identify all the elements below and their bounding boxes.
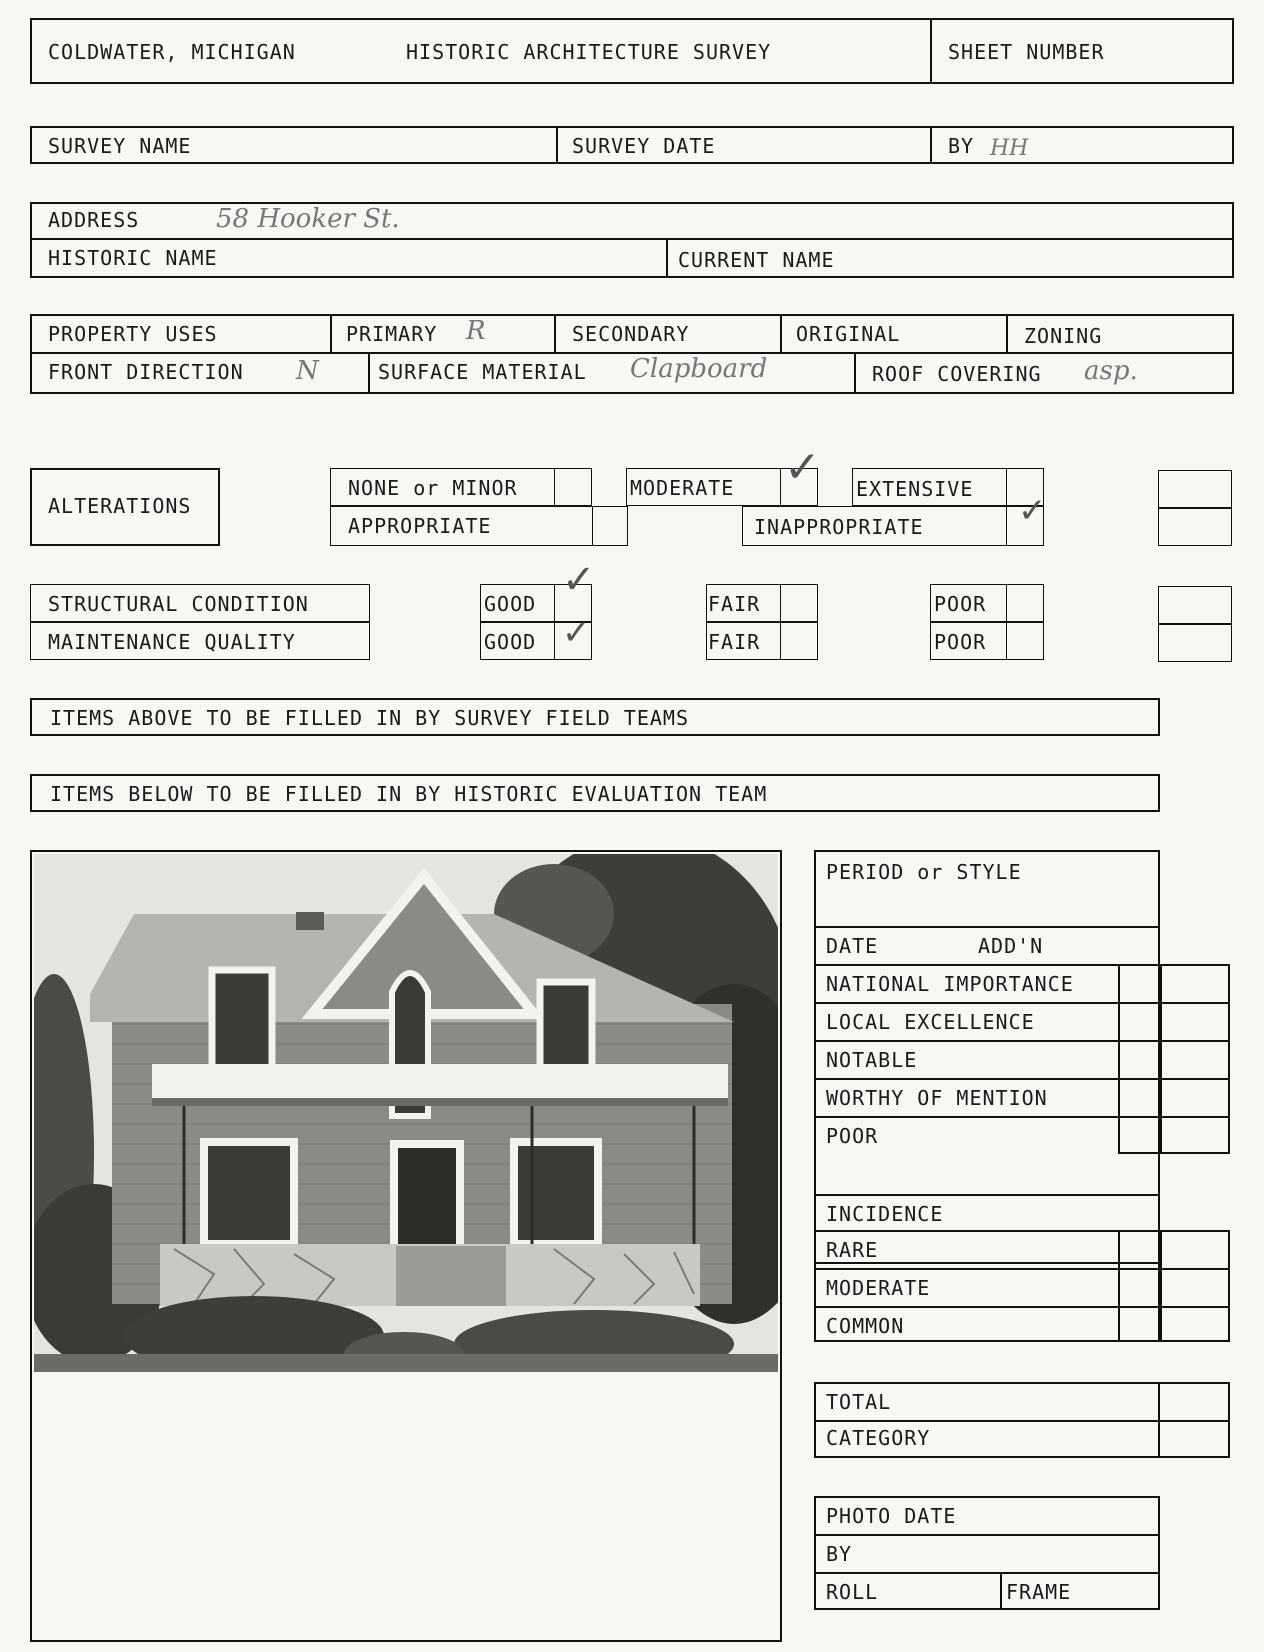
rating-national-importance: NATIONAL IMPORTANCE <box>826 972 1074 996</box>
survey-name-label: SURVEY NAME <box>48 134 192 158</box>
roof-covering-label: ROOF COVERING <box>872 362 1042 386</box>
property-div-3 <box>780 314 782 352</box>
maintenance-quality-label: MAINTENANCE QUALITY <box>48 630 296 654</box>
roof-covering-value: asp. <box>1084 356 1138 386</box>
incidence-divider-2 <box>814 1306 1230 1308</box>
survey-date-label: SURVEY DATE <box>572 134 716 158</box>
incidence-rare: RARE <box>826 1238 879 1262</box>
rating-local-excellence: LOCAL EXCELLENCE <box>826 1010 1035 1034</box>
addn-label: ADD'N <box>978 934 1044 958</box>
moderate-label: MODERATE <box>630 476 735 500</box>
none-minor-label: NONE or MINOR <box>348 476 518 500</box>
structural-poor-checkbox[interactable] <box>1006 584 1044 622</box>
property-div-1 <box>330 314 332 352</box>
property-div-6 <box>854 352 856 394</box>
maintenance-fair-checkbox[interactable] <box>780 622 818 660</box>
surface-material-value: Clapboard <box>630 354 768 384</box>
house-photo <box>34 854 778 1372</box>
maintenance-poor-checkbox[interactable] <box>1006 622 1044 660</box>
sheet-number-label: SHEET NUMBER <box>948 40 1105 64</box>
rating-notable: NOTABLE <box>826 1048 918 1072</box>
inappropriate-label: INAPPROPRIATE <box>754 515 924 539</box>
incidence-moderate: MODERATE <box>826 1276 931 1300</box>
structural-fair-label: FAIR <box>708 592 761 616</box>
structural-good-check-mark: ✓ <box>562 557 596 603</box>
structural-good-label: GOOD <box>484 592 537 616</box>
incidence-common: COMMON <box>826 1314 905 1338</box>
header-divider <box>930 18 932 84</box>
appropriate-label: APPROPRIATE <box>348 514 492 538</box>
property-uses-label: PROPERTY USES <box>48 322 218 346</box>
roll-label: ROLL <box>826 1580 879 1604</box>
roll-frame-divider <box>1000 1572 1002 1610</box>
original-label: ORIGINAL <box>796 322 901 346</box>
structural-condition-label: STRUCTURAL CONDITION <box>48 592 309 616</box>
date-label: DATE <box>826 934 879 958</box>
property-div-2 <box>554 314 556 352</box>
surface-material-label: SURFACE MATERIAL <box>378 360 587 384</box>
structural-poor-label: POOR <box>934 592 987 616</box>
incidence-divider-1 <box>814 1268 1230 1270</box>
rating-divider-1 <box>814 1002 1230 1004</box>
rating-divider-2 <box>814 1040 1230 1042</box>
total-divider <box>814 1420 1230 1422</box>
house-illustration <box>34 854 778 1372</box>
rating-worthy-of-mention: WORTHY OF MENTION <box>826 1086 1048 1110</box>
period-date-divider <box>814 926 1160 928</box>
rating-divider-3 <box>814 1078 1230 1080</box>
incidence-label: INCIDENCE <box>826 1202 944 1226</box>
appropriate-checkbox[interactable] <box>592 506 628 546</box>
survey-by-label: BY <box>948 134 975 158</box>
address-label: ADDRESS <box>48 208 140 232</box>
address-divider <box>30 238 1234 240</box>
maintenance-fair-label: FAIR <box>708 630 761 654</box>
city-label: COLDWATER, MICHIGAN <box>48 40 296 64</box>
front-direction-label: FRONT DIRECTION <box>48 360 244 384</box>
survey-by-value: HH <box>990 136 1029 161</box>
historic-name-label: HISTORIC NAME <box>48 246 218 270</box>
ratings-score-box <box>1118 964 1230 1154</box>
property-div-5 <box>368 352 370 394</box>
extensive-label: EXTENSIVE <box>856 477 974 501</box>
secondary-label: SECONDARY <box>572 322 690 346</box>
alterations-label: ALTERATIONS <box>48 494 192 518</box>
current-name-label: CURRENT NAME <box>678 248 835 272</box>
maintenance-good-check-mark: ✓ <box>562 613 591 653</box>
address-value: 58 Hooker St. <box>216 204 400 234</box>
form-title: HISTORIC ARCHITECTURE SURVEY <box>406 40 772 64</box>
condition-score-top <box>1158 586 1232 624</box>
condition-score-bottom <box>1158 624 1232 662</box>
photo-by-label: BY <box>826 1542 853 1566</box>
photo-info-divider-2 <box>814 1572 1160 1574</box>
category-label: CATEGORY <box>826 1426 931 1450</box>
survey-divider-2 <box>930 126 932 164</box>
photo-date-label: PHOTO DATE <box>826 1504 957 1528</box>
rating-divider-4 <box>814 1116 1230 1118</box>
zoning-label: ZONING <box>1024 324 1103 348</box>
total-score-divider <box>1158 1382 1160 1458</box>
inappropriate-check-mark: ✓ <box>1018 491 1047 531</box>
incidence-score-box <box>1118 1230 1230 1342</box>
moderate-check-mark: ✓ <box>784 442 821 493</box>
incidence-score-divider <box>1160 1230 1162 1342</box>
period-style-label: PERIOD or STYLE <box>826 860 1022 884</box>
ratings-score-divider <box>1160 964 1162 1154</box>
none-minor-checkbox[interactable] <box>554 468 592 506</box>
front-direction-value: N <box>296 356 319 386</box>
alterations-score-top <box>1158 470 1232 508</box>
property-div-4 <box>1006 314 1008 352</box>
rating-poor: POOR <box>826 1124 879 1148</box>
maintenance-poor-label: POOR <box>934 630 987 654</box>
alterations-score-bottom <box>1158 508 1232 546</box>
primary-value: R <box>466 316 486 346</box>
frame-label: FRAME <box>1006 1580 1072 1604</box>
items-above-note: ITEMS ABOVE TO BE FILLED IN BY SURVEY FIELD TEAMS <box>50 706 690 730</box>
primary-label: PRIMARY <box>346 322 438 346</box>
photo-info-divider-1 <box>814 1534 1160 1536</box>
total-label: TOTAL <box>826 1390 892 1414</box>
survey-divider-1 <box>556 126 558 164</box>
structural-fair-checkbox[interactable] <box>780 584 818 622</box>
name-divider <box>666 238 668 278</box>
maintenance-good-label: GOOD <box>484 630 537 654</box>
items-below-note: ITEMS BELOW TO BE FILLED IN BY HISTORIC EVALUATION TEAM <box>50 782 768 806</box>
